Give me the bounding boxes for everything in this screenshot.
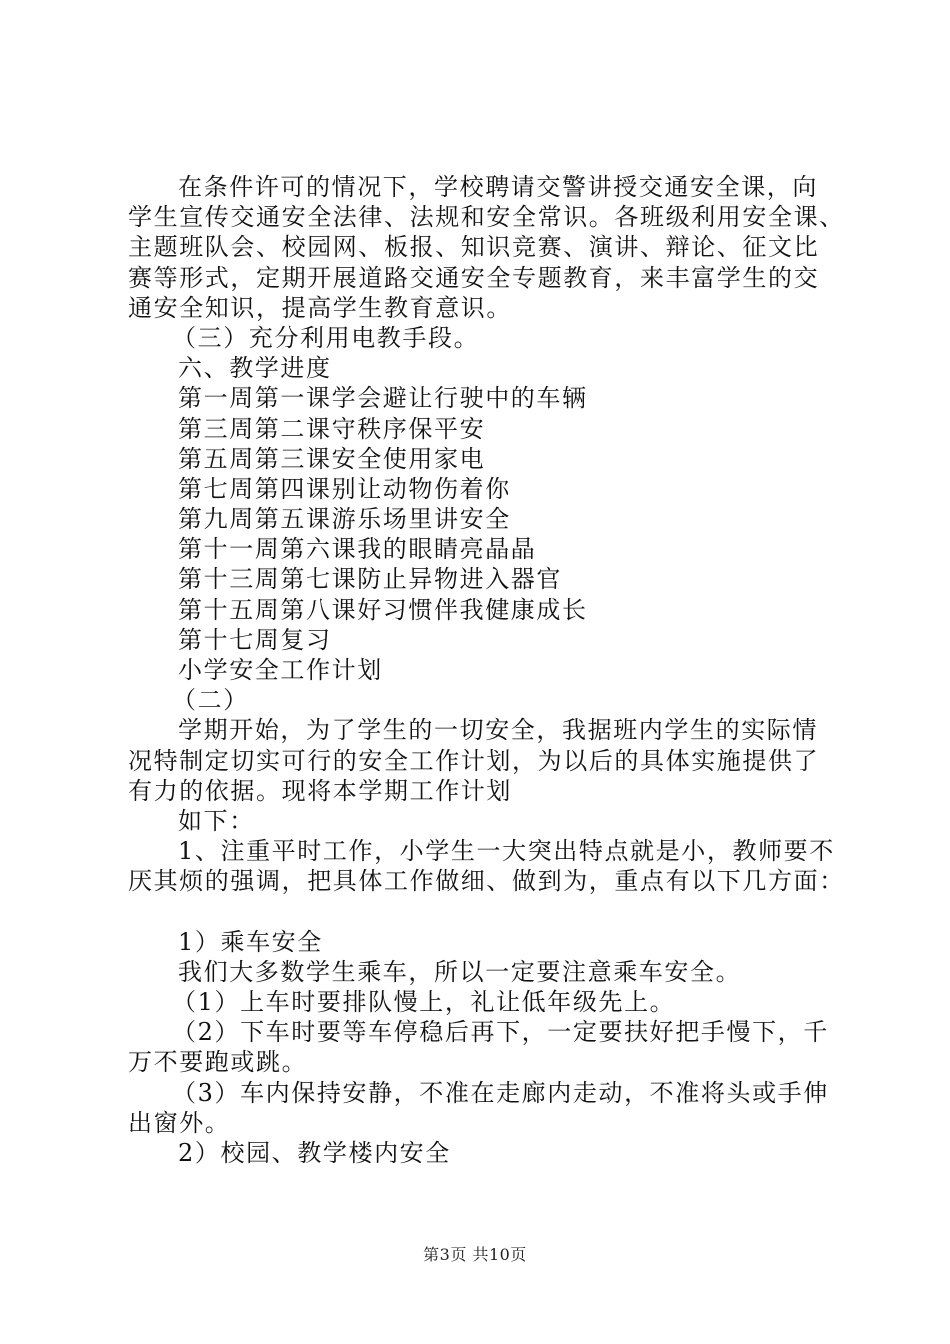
paragraph-line: 在条件许可的情况下，学校聘请交警讲授交通安全课，向 [178,173,818,201]
paragraph-line: 赛等形式，定期开展道路交通安全专题教育，来丰富学生的交 [128,263,820,292]
page-number: 第3页 共10页 [423,1245,527,1264]
schedule-item: 第十五周第八课好习惯伴我健康成长 [178,595,588,624]
schedule-item: 第一周第一课学会避让行驶中的车辆 [178,384,588,413]
document-body [128,172,845,1168]
section-heading: （三）充分利用电教手段。 [172,323,480,352]
paragraph-line: 如下： [178,806,255,835]
list-item: （2）下车时要等车停稳后再下，一定要扶好把手慢下，千 [172,1018,829,1047]
schedule-item: 第七周第四课别让动物伤着你 [178,474,511,503]
blank-line [128,897,840,927]
paragraph-line: 有力的依据。现将本学期工作计划 [128,776,512,805]
paragraph-line: 通安全知识，提高学生教育意识。 [128,293,512,322]
schedule-item: 第五周第三课安全使用家电 [178,444,486,473]
schedule-item: 第九周第五课游乐场里讲安全 [178,505,511,534]
subsection-heading: 1）乘车安全 [178,927,323,956]
schedule-item: 第十一周第六课我的眼睛亮晶晶 [178,535,537,564]
schedule-item: 第三周第二课守秩序保平安 [178,414,486,443]
paragraph-line: 学生宣传交通安全法律、法规和安全常识。各班级利用安全课、 [128,203,845,232]
paragraph-line: 1、注重平时工作，小学生一大突出特点就是小，教师要不 [178,837,835,866]
subsection-heading: 2）校园、教学楼内安全 [178,1139,451,1167]
paragraph-line: 主题班队会、校园网、板报、知识竞赛、演讲、辩论、征文比 [128,233,820,262]
paragraph-line: 我们大多数学生乘车，所以一定要注意乘车安全。 [178,957,742,986]
schedule-item: 第十三周第七课防止异物进入器官 [178,565,562,594]
paragraph-line: 学期开始，为了学生的一切安全，我据班内学生的实际情 [178,716,818,745]
paragraph-line: 况特制定切实可行的安全工作计划，为以后的具体实施提供了 [128,746,820,775]
section-number: （二） [172,686,249,715]
document-subtitle: 小学安全工作计划 [178,656,383,684]
paragraph-line: 万不要跑或跳。 [128,1048,308,1077]
list-item: （3）车内保持安静，不准在走廊内走动，不准将头或手伸 [172,1078,829,1107]
section-heading: 六、教学进度 [178,354,332,383]
paragraph-line: 出窗外。 [128,1108,231,1137]
list-item: （1）上车时要排队慢上，礼让低年级先上。 [172,988,676,1017]
paragraph-line: 厌其烦的强调，把具体工作做细、做到为，重点有以下几方面： [128,867,845,896]
schedule-item: 第十七周复习 [178,625,332,654]
